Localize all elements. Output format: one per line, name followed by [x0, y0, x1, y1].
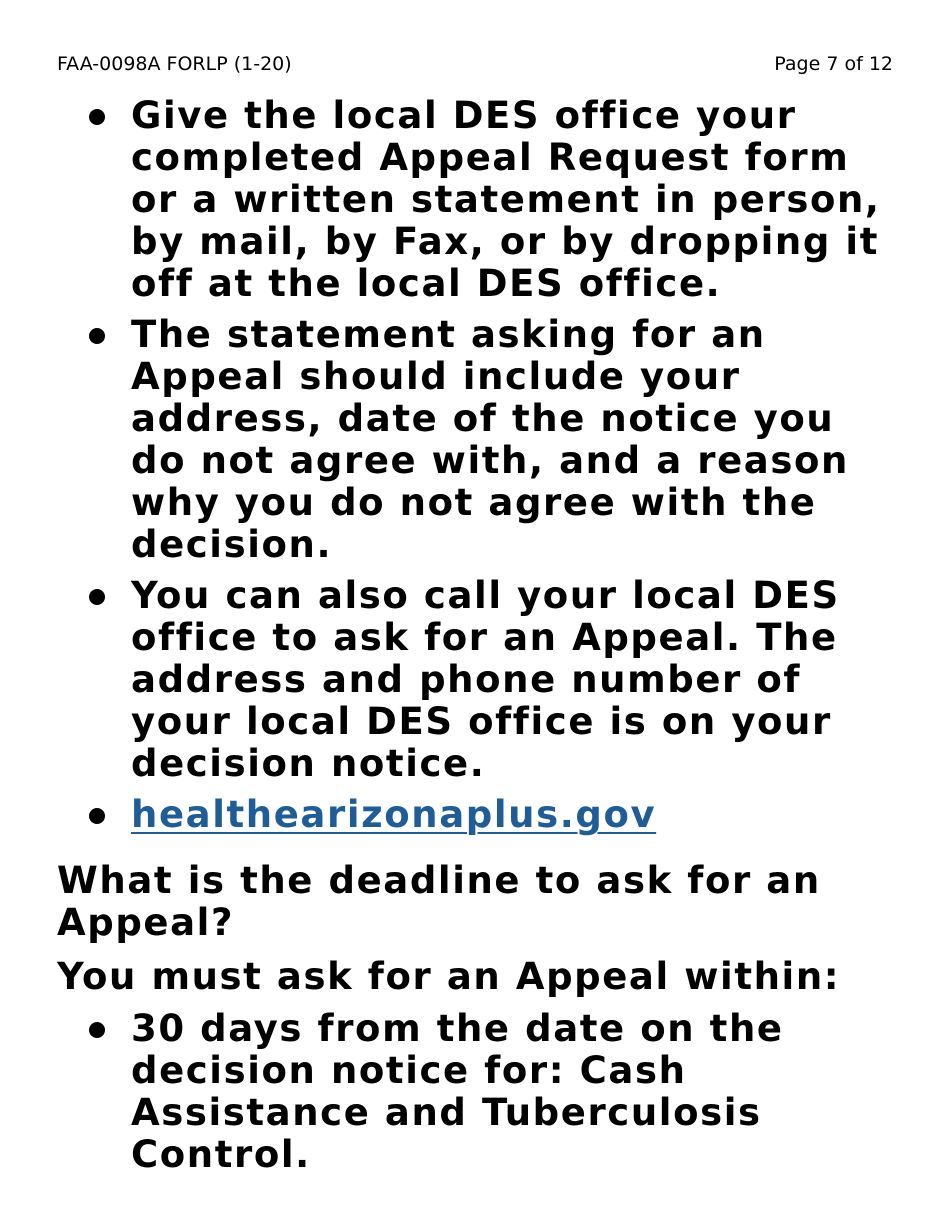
list-item-text: You can also call your local DES office to ask for an Appeal. The address and phone number of your local DES office is on your decision notice. [131, 574, 840, 785]
instructions-list [57, 95, 897, 836]
list-item [57, 575, 897, 785]
bullet-icon [89, 589, 105, 605]
bullet-icon [89, 808, 105, 824]
list-item-text: Give the local DES office your completed Appeal Request form or a written statement in person, by mail, by Fax, or by dropping it off at the local DES office. [131, 94, 881, 305]
list-item [57, 95, 897, 305]
deadline-list [57, 1008, 897, 1176]
list-item [57, 314, 897, 566]
list-item [57, 1008, 897, 1176]
page-header [57, 52, 893, 78]
bullet-icon [89, 1022, 105, 1038]
deadline-lead: You must ask for an Appeal within: [57, 955, 841, 998]
page-number: Page 7 of 12 [774, 53, 893, 75]
bullet-icon [89, 109, 105, 125]
bullet-icon [89, 328, 105, 344]
deadline-heading: What is the deadline to ask for an Appeal? [57, 859, 821, 944]
form-id: FAA-0098A FORLP (1-20) [57, 53, 292, 75]
list-item-text: 30 days from the date on the decision notice for: Cash Assistance and Tuberculosis Control. [131, 1007, 784, 1176]
list-item-link [57, 794, 897, 836]
list-item-text: The statement asking for an Appeal should include your address, date of the notice you do not agree with, and a reason why you do not agree with the decision. [131, 313, 849, 566]
page-content [57, 95, 897, 1185]
healthearizonaplus-link[interactable]: healthearizonaplus.gov [131, 793, 657, 836]
